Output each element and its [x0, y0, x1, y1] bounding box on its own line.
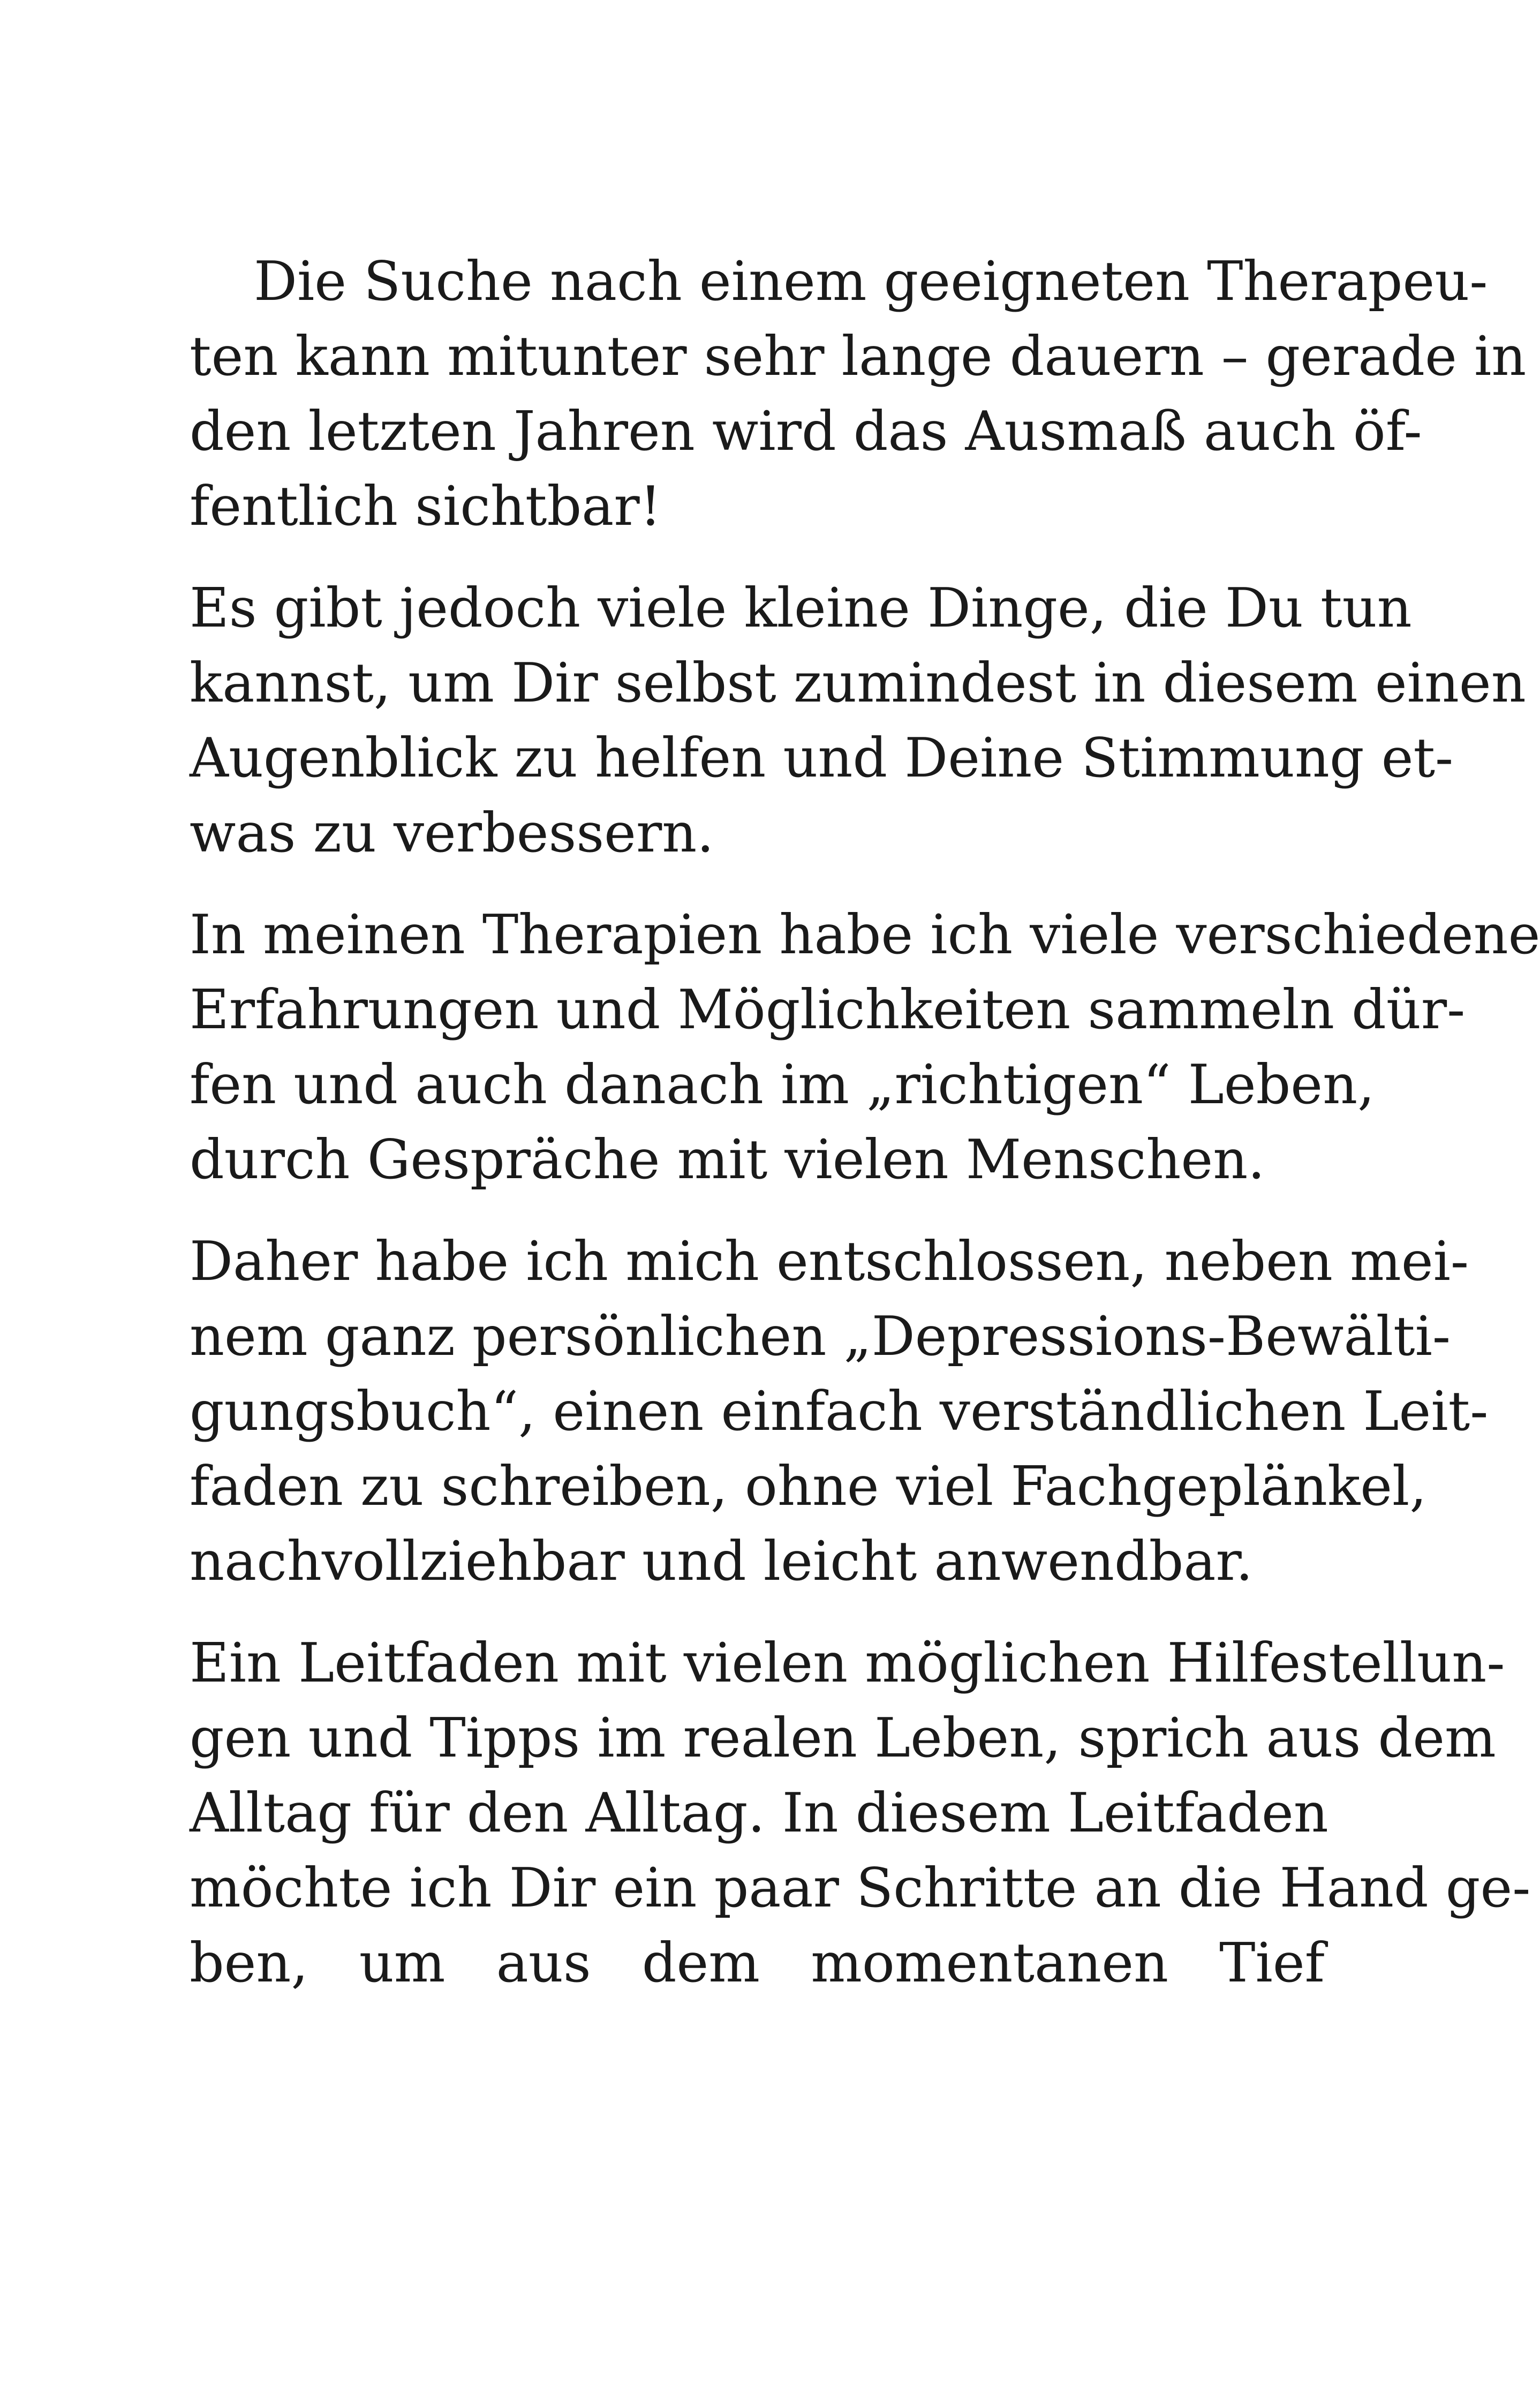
paragraph-1	[190, 244, 1527, 544]
text-line: ten kann mitunter sehr lange dauern – gerade in	[190, 325, 1527, 388]
text-line: was zu verbessern.	[190, 801, 714, 864]
text-line: durch Gespräche mit vielen Menschen.	[190, 1128, 1265, 1191]
text-line: Augenblick zu helfen und Deine Stimmung et-	[190, 726, 1454, 789]
text-line: fen und auch danach im „richtigen“ Leben,	[190, 1053, 1375, 1116]
text-line: faden zu schreiben, ohne viel Fachgeplänkel,	[190, 1455, 1427, 1518]
book-page	[190, 244, 1540, 2027]
paragraph-5	[190, 1625, 1531, 2000]
text-line: Die Suche nach einem geeigneten Therapeu-	[254, 250, 1488, 313]
text-line: gungsbuch“, einen einfach verständlichen Leit-	[190, 1380, 1489, 1443]
text-line: Ein Leitfaden mit vielen möglichen Hilfestellun-	[190, 1631, 1505, 1694]
text-line: In meinen Therapien habe ich viele verschiedene	[190, 903, 1540, 966]
text-line: nem ganz persönlichen „Depressions-Bewälti-	[190, 1305, 1451, 1368]
text-line: ben, um aus dem momentanen Tief	[190, 1931, 1325, 1994]
text-line: Daher habe ich mich entschlossen, neben mei-	[190, 1230, 1469, 1293]
text-line: nachvollziehbar und leicht anwendbar.	[190, 1529, 1253, 1593]
text-line: fentlich sichtbar!	[190, 474, 662, 538]
text-line: Erfahrungen und Möglichkeiten sammeln dür-	[190, 978, 1466, 1041]
text-line: Alltag für den Alltag. In diesem Leitfaden	[190, 1781, 1328, 1844]
paragraph-3	[190, 897, 1540, 1197]
text-line: den letzten Jahren wird das Ausmaß auch öf-	[190, 400, 1422, 463]
paragraph-2	[190, 570, 1526, 870]
text-line: kannst, um Dir selbst zumindest in diesem einen	[190, 651, 1526, 714]
text-line: möchte ich Dir ein paar Schritte an die Hand ge-	[190, 1856, 1531, 1919]
text-line: Es gibt jedoch viele kleine Dinge, die Du tun	[190, 576, 1412, 639]
text-line: gen und Tipps im realen Leben, sprich aus dem	[190, 1706, 1496, 1769]
paragraph-4	[190, 1224, 1489, 1599]
